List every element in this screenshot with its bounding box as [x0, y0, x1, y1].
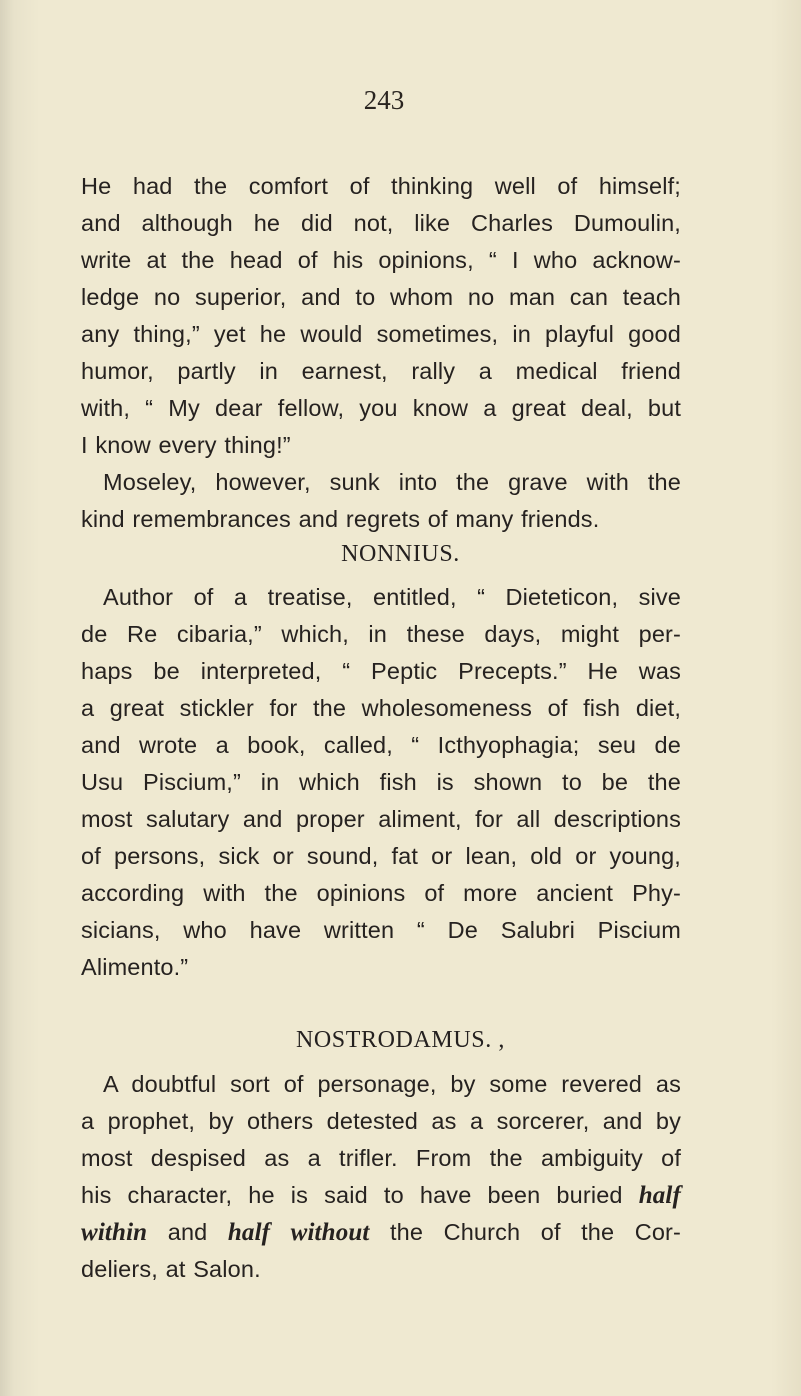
- text-run: his character, he is said to have been buried: [81, 1182, 623, 1208]
- text-line: and wrote a book, called, “ Icthyophagia; seu de: [81, 732, 681, 758]
- text-line: deliers, at Salon.: [81, 1256, 261, 1282]
- text-line: with, “ My dear fellow, you know a great deal, but: [81, 395, 681, 421]
- text-line: of persons, sick or sound, fat or lean, old or young,: [81, 843, 681, 869]
- text-line: Moseley, however, sunk into the grave with the: [103, 469, 681, 495]
- italic-word: within: [81, 1219, 148, 1246]
- text-line: ledge no superior, and to whom no man can teach: [81, 284, 681, 310]
- text-line: most despised as a trifler. From the ambiguity of: [81, 1145, 681, 1171]
- text-line: Alimento.”: [81, 954, 189, 980]
- text-line: Author of a treatise, entitled, “ Dieteticon, sive: [103, 584, 681, 610]
- text-line: A doubtful sort of personage, by some revered as: [103, 1071, 681, 1097]
- text-line: and although he did not, like Charles Dumoulin,: [81, 210, 681, 236]
- text-line: [81, 1177, 681, 1214]
- nostrodamus-paragraph: [81, 1066, 681, 1288]
- italic-word: without: [290, 1219, 370, 1246]
- text-line: a great stickler for the wholesomeness of fish diet,: [81, 695, 681, 721]
- nostrodamus-heading: NOSTRODAMUS. ,: [295, 1027, 506, 1053]
- text-line: most salutary and proper aliment, for all descriptions: [81, 806, 681, 832]
- text-line: a prophet, by others detested as a sorcerer, and by: [81, 1108, 681, 1134]
- text-line: [81, 1214, 681, 1251]
- text-line: Usu Piscium,” in which fish is shown to be the: [81, 769, 681, 795]
- text-line: sicians, who have written “ De Salubri Piscium: [81, 917, 681, 943]
- text-line: I know every thing!”: [81, 432, 291, 458]
- text-line: kind remembrances and regrets of many friends.: [81, 506, 600, 532]
- text-run: and: [167, 1219, 208, 1245]
- text-line: He had the comfort of thinking well of himself;: [81, 173, 681, 199]
- text-line: de Re cibaria,” which, in these days, might per-: [81, 621, 681, 647]
- italic-word: half: [227, 1219, 271, 1246]
- nonnius-paragraph: [81, 579, 681, 986]
- text-line: according with the opinions of more ancient Phy-: [81, 880, 681, 906]
- italic-word: half: [638, 1182, 681, 1209]
- text-line: any thing,” yet he would sometimes, in playful good: [81, 321, 681, 347]
- text-line: haps be interpreted, “ Peptic Precepts.” He was: [81, 658, 681, 684]
- nonnius-heading: NONNIUS.: [341, 541, 460, 567]
- text-line: write at the head of his opinions, “ I who acknow-: [81, 247, 681, 273]
- text-line: humor, partly in earnest, rally a medical friend: [81, 358, 681, 384]
- page-number: 243: [363, 85, 405, 115]
- text-run: the Church of the Cor-: [390, 1219, 681, 1245]
- intro-paragraph: [81, 168, 681, 538]
